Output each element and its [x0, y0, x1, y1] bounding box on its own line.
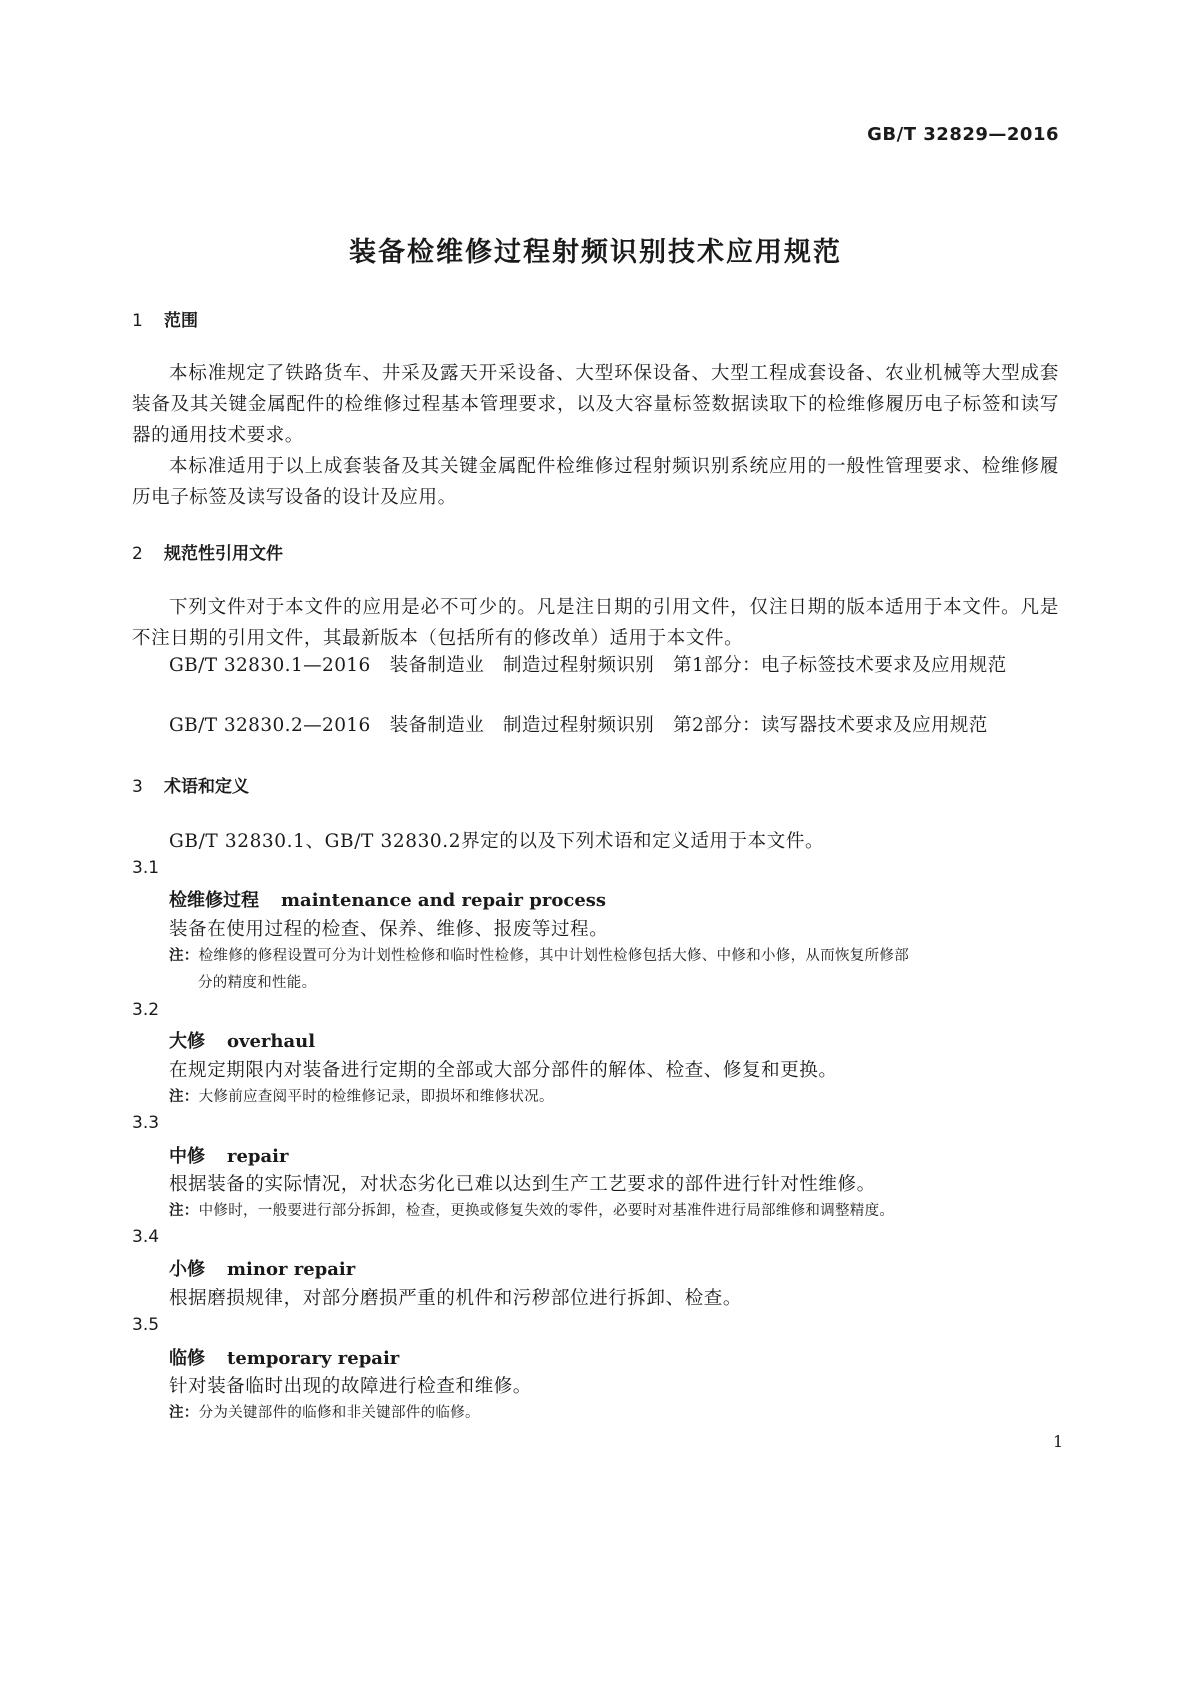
reference-item-2: GB/T 32830.2—2016 装备制造业 制造过程射频识别 第2部分：读写器技术要求及应用规范: [169, 715, 988, 736]
standard-code: GB/T 32829—2016: [867, 124, 1059, 145]
term-en: minor repair: [227, 1259, 356, 1280]
term-note: [169, 943, 1059, 997]
section-number: 1: [132, 311, 143, 331]
section-3-heading: [132, 772, 249, 797]
section-title: 范围: [164, 311, 198, 331]
note-label: 注：: [169, 1089, 199, 1105]
term-heading: [169, 1344, 399, 1370]
terms-intro: GB/T 32830.1、GB/T 32830.2界定的以及下列术语和定义适用于本文件。: [169, 831, 825, 852]
page-number: 1: [1053, 1432, 1064, 1451]
note-text: 中修时，一般要进行部分拆卸，检查，更换或修复失效的零件，必要时对基准件进行局部维修和调整精度。: [198, 1203, 895, 1219]
section-title: 术语和定义: [164, 777, 249, 797]
term-number: 3.2: [132, 1000, 160, 1020]
term-definition: 在规定期限内对装备进行定期的全部或大部分部件的解体、检查、修复和更换。: [169, 1060, 838, 1081]
note-label: 注：: [169, 1405, 199, 1421]
term-en: maintenance and repair process: [281, 890, 607, 911]
section-number: 2: [132, 544, 143, 564]
term-note: [169, 1198, 1059, 1225]
scope-paragraph-2: 本标准适用于以上成套装备及其关键金属配件检维修过程射频识别系统应用的一般性管理要求、检维修履历电子标签及读写设备的设计及应用。: [132, 456, 1059, 508]
normative-paragraph: 下列文件对于本文件的应用是必不可少的。凡是注日期的引用文件，仅注日期的版本适用于本文件。凡是不注日期的引用文件，其最新版本（包括所有的修改单）适用于本文件。: [132, 597, 1059, 649]
note-label: 注：: [169, 948, 199, 964]
note-text: 大修前应查阅平时的检维修记录，即损坏和维修状况。: [198, 1089, 554, 1105]
term-number: 3.5: [132, 1315, 160, 1335]
term-number: 3.1: [132, 858, 160, 878]
section-2-heading: [132, 539, 283, 564]
term-zh: 大修: [169, 1031, 205, 1052]
term-heading: [169, 1142, 289, 1168]
term-en: repair: [227, 1146, 289, 1167]
term-definition: 针对装备临时出现的故障进行检查和维修。: [169, 1376, 532, 1397]
term-heading: [169, 1255, 355, 1281]
term-en: temporary repair: [227, 1348, 400, 1369]
note-text: 分为关键部件的临修和非关键部件的临修。: [198, 1405, 480, 1421]
term-en: overhaul: [227, 1031, 316, 1052]
scope-paragraph-1: 本标准规定了铁路货车、井采及露天开采设备、大型环保设备、大型工程成套设备、农业机械等大型成套装备及其关键金属配件的检维修过程基本管理要求，以及大容量标签数据读取下的检维修履历电子标签和读写器的通用技术要求。: [132, 363, 1059, 446]
term-number: 3.3: [132, 1113, 160, 1133]
reference-item-1: GB/T 32830.1—2016 装备制造业 制造过程射频识别 第1部分：电子标签技术要求及应用规范: [169, 655, 1007, 676]
note-label: 注：: [169, 1203, 199, 1219]
section-1-heading: [132, 306, 198, 331]
term-definition: 根据磨损规律，对部分磨损严重的机件和污秽部位进行拆卸、检查。: [169, 1288, 743, 1309]
term-note: [169, 1400, 1059, 1427]
note-text: 检维修的修程设置可分为计划性检修和临时性检修，其中计划性检修包括大修、中修和小修，从而恢复所修部: [198, 948, 910, 964]
term-zh: 中修: [169, 1146, 205, 1167]
term-number: 3.4: [132, 1227, 160, 1247]
document-title: 装备检维修过程射频识别技术应用规范: [349, 237, 842, 268]
term-zh: 检维修过程: [169, 890, 259, 911]
note-continuation: 分的精度和性能。: [198, 975, 317, 991]
term-definition: 根据装备的实际情况，对状态劣化已难以达到生产工艺要求的部件进行针对性维修。: [169, 1174, 876, 1195]
term-definition: 装备在使用过程的检查、保养、维修、报废等过程。: [169, 919, 609, 940]
section-number: 3: [132, 777, 143, 797]
term-zh: 小修: [169, 1259, 205, 1280]
term-zh: 临修: [169, 1348, 205, 1369]
term-heading: [169, 1027, 315, 1053]
section-title: 规范性引用文件: [164, 544, 283, 564]
term-heading: [169, 886, 606, 912]
term-note: [169, 1084, 1059, 1111]
